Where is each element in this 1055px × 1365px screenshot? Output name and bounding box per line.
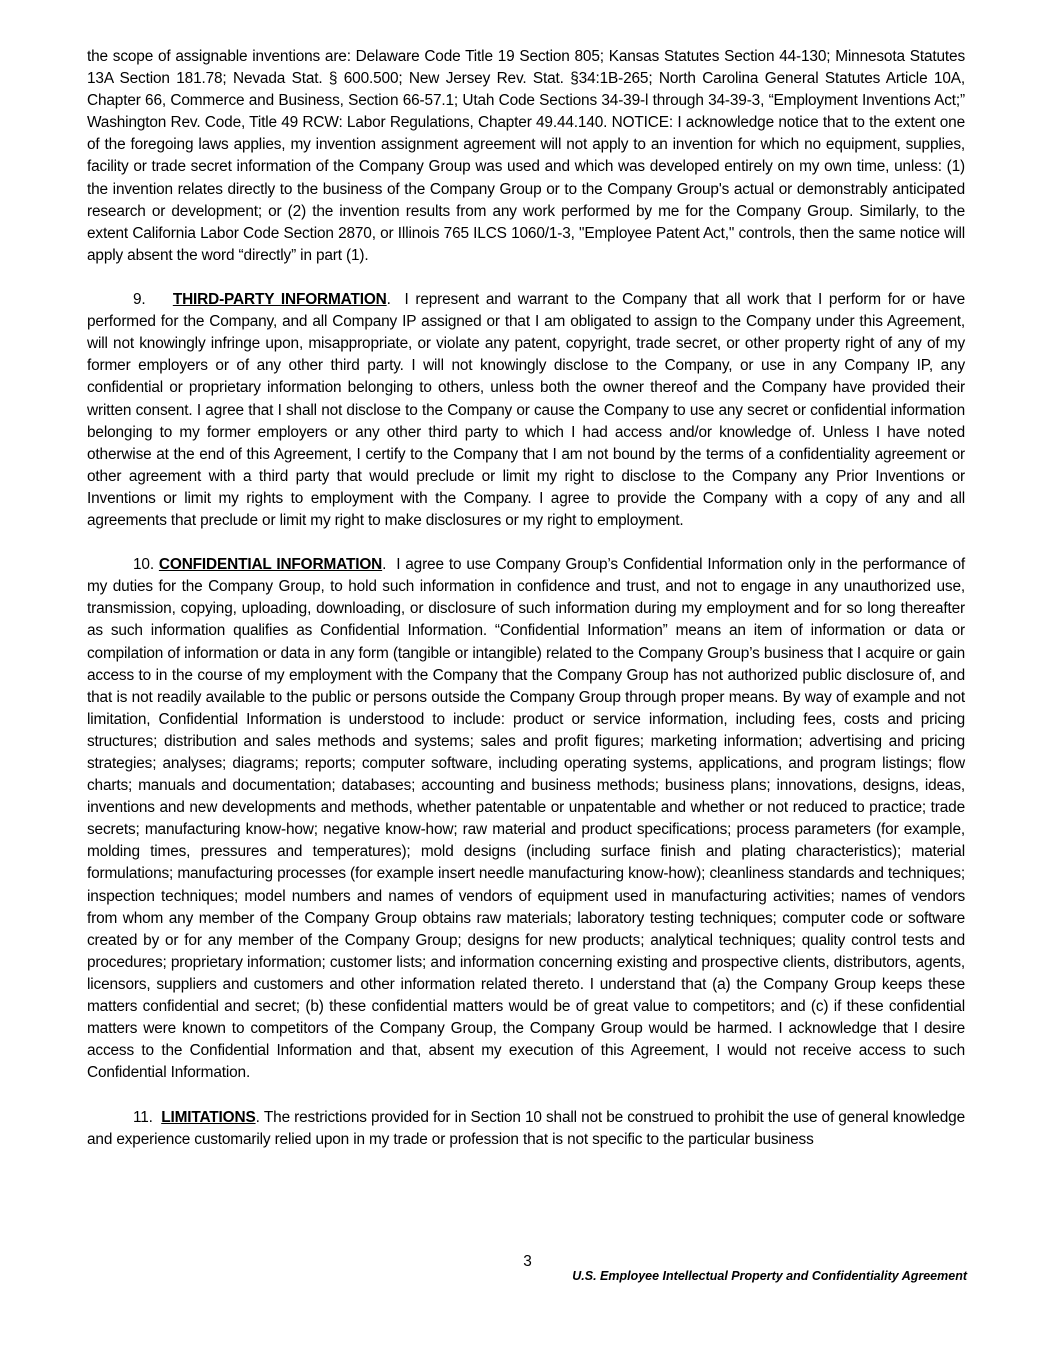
paragraph-body: I represent and warrant to the Company that all work that I perform for or have performed for the Company, and all Company IP assigned or that I am obligated to assign to the Company under this Agreement, will not knowingly infringe upon, misappropriate, or violate any patent, copyright, trade secret, or other property right of any of my former employers or of any other third party. I will not knowingly disclose to the Company, or use in any Company IP, any confidential or proprietary information belonging to others, unless both the owner thereof and the Company have provided their written consent. I agree that I shall not disclose to the Company or cause the Company to use any secret or confidential information belonging to my former employers or any other third party to which I had access and/or knowledge of. Unless I have noted otherwise at the end of this Agreement, I certify to the Company that I am not bound by the terms of a confidentiality agreement or other agreement with a third party that would preclude or limit my right to disclose to the Company any Prior Inventions or Inventions or limit my rights to employment with the Company. I agree to provide the Company with a copy of any and all agreements that preclude or limit my right to make disclosures or my right to employment.	[87, 291, 965, 529]
heading-punctuation: .	[382, 556, 387, 574]
section-heading-limitations: LIMITATIONS	[161, 1108, 256, 1126]
section-number: 10.	[133, 556, 154, 574]
section-number: 9.	[133, 291, 146, 309]
document-page	[87, 46, 965, 1151]
section-heading-confidential-information: CONFIDENTIAL INFORMATION	[158, 556, 383, 574]
paragraph-body: The restrictions provided for in Section 10 shall not be construed to prohibit the use of general knowledge and experience customarily relied upon in my trade or profession that is not specific to the particular business	[87, 1108, 965, 1148]
footer-document-title: U.S. Employee Intellectual Property and Confidentiality Agreement	[572, 1269, 967, 1283]
paragraph-section-9	[87, 289, 965, 532]
paragraph-scope-of-inventions	[87, 46, 965, 267]
paragraph-body: I agree to use Company Group’s Confidential Information only in the performance of my duties for the Company Group, to hold such information in confidence and trust, and not to engage in any unauthorized use, transmission, copying, uploading, downloading, or disclosure of such information during my employment and for so long thereafter as such information qualifies as Confidential Information. “Confidential Information” means an item of information or data or compilation of information or data in any form (tangible or intangible) related to the Company Group’s business that I acquire or gain access to in the course of my employment with the Company that the Company Group has not authorized public disclosure of, and that is not readily available to the public or persons outside the Company Group through proper means. By way of example and not limitation, Confidential Information is understood to include: product or service information, including fees, costs and pricing structures; distribution and sales methods and systems; sales and profit figures; marketing information; advertising and pricing strategies; analyses; diagrams; reports; computer software, including operating systems, applications, and program listings; flow charts; manuals and documentation; databases; accounting and business methods; business plans; innovations, designs, ideas, inventions and new developments and methods, whether patentable or unpatentable and whether or not reduced to practice; trade secrets; manufacturing know-how; negative know-how; raw material and product specifications; process parameters (for example, molding times, pressures and temperatures); mold designs (including surface finish and plating characteristics); material formulations; manufacturing processes (for example insert needle manufacturing know-how); cleanliness standards and techniques; inspection techniques; model numbers and names of vendors of equipment used in manufacturing activities; names of vendors from whom any member of the Company Group obtains raw materials; laboratory testing techniques; computer code or software created by or for any member of the Company Group; designs for new products; analytical techniques; quality control tests and procedures; proprietary information; customer lists; and information concerning existing and prospective clients, distributors, agents, licensors, suppliers and customers and other information related thereto. I understand that (a) the Company Group keeps these matters confidential and secret; (b) these confidential matters would be of great value to competitors; and (c) if these confidential matters were known to competitors of the Company Group, the Company Group would be harmed. I acknowledge that I desire access to the Confidential Information and that, absent my execution of this Agreement, I would not receive access to such Confidential Information.	[87, 556, 965, 1082]
section-heading-third-party-information: THIRD-PARTY INFORMATION	[172, 291, 387, 309]
paragraph-body: the scope of assignable inventions are: Delaware Code Title 19 Section 805; Kansas Statutes Section 44-130; Minnesota Statutes 13A Section 181.78; Nevada Stat. § 600.500; New Jersey Rev. Stat. §34:1B-265; North Carolina General Statutes Article 10A, Chapter 66, Commerce and Business, Section 66-57.1; Utah Code Sections 34-39-l through 34-39-3, “Employment Inventions Act;” Washington Rev. Code, Title 49 RCW: Labor Regulations, Chapter 49.44.140. NOTICE: I acknowledge notice that to the extent one of the foregoing laws applies, my invention assignment agreement will not apply to an invention for which no equipment, supplies, facility or trade secret information of the Company Group was used and which was developed entirely on my own time, unless: (1) the invention relates directly to the business of the Company Group or to the Company Group's actual or demonstrably anticipated research or development; or (2) the invention results from any work performed by me for the Company Group. Similarly, to the extent California Labor Code Section 2870, or Illinois 765 ILCS 1060/1-3, "Employee Patent Act," controls, then the same notice will apply absent the word “directly” in part (1).	[87, 48, 965, 264]
heading-punctuation: .	[386, 291, 391, 309]
paragraph-section-10	[87, 554, 965, 1084]
section-number: 11.	[133, 1108, 153, 1126]
page-number: 3	[523, 1253, 532, 1270]
paragraph-section-11	[87, 1107, 965, 1151]
heading-punctuation: .	[255, 1108, 260, 1126]
